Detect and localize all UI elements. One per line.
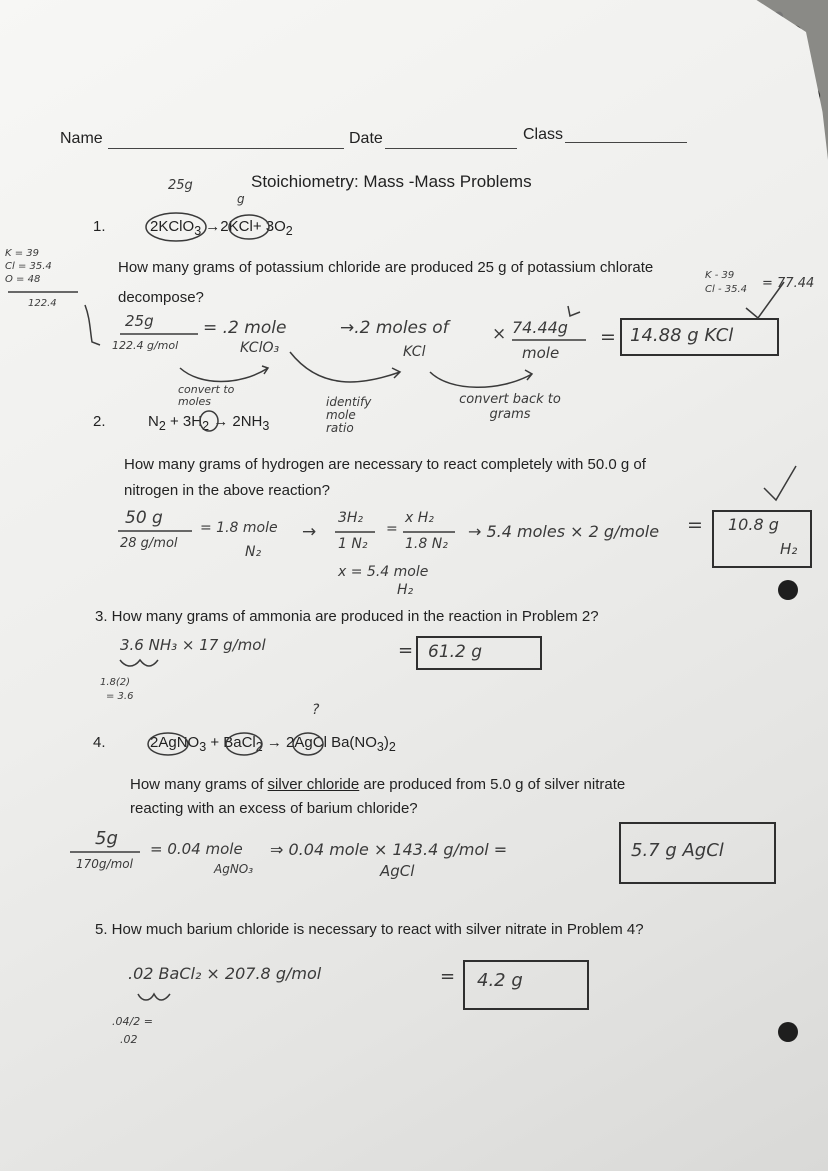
circle-kclo3 xyxy=(146,213,206,241)
date-label: Date xyxy=(349,130,383,147)
name-label: Name xyxy=(60,130,103,147)
p3-work: 3.6 NH₃ × 17 g/mol xyxy=(120,636,266,654)
arrow-identify xyxy=(290,352,400,382)
p1-note-cl: Cl - 35.4 xyxy=(705,284,747,295)
squiggle-p5 xyxy=(138,994,170,1000)
p4-work-agcl: AgCl xyxy=(380,862,415,880)
p5-side-calc2: .02 xyxy=(120,1033,138,1046)
p1-step-kclo3: KClO₃ xyxy=(240,340,280,356)
arrow-back xyxy=(430,370,532,387)
p1-step-25g: 25g xyxy=(125,312,154,330)
p2-question-line1: How many grams of hydrogen are necessary to react completely with 50.0 g of xyxy=(124,456,646,473)
p2-x-h2: H₂ xyxy=(397,582,414,598)
p1-step-result: = .2 mole xyxy=(203,318,287,338)
p2-answer-line1: 10.8 g xyxy=(728,515,779,534)
p5-work: .02 BaCl₂ × 207.8 g/mol xyxy=(128,964,322,983)
page-title: Stoichiometry: Mass -Mass Problems xyxy=(251,172,532,191)
p1-margin-o: O = 48 xyxy=(5,274,41,285)
p4-work-middle: ⇒ 0.04 mole × 143.4 g/mol = xyxy=(270,840,508,859)
p4-work-170: 170g/mol xyxy=(76,857,133,871)
p4-equation: 2AgNO$_3$ + BaCl$_2$ → 2AgCl $Ba(NO_3)_2$ xyxy=(150,734,396,754)
circle-agcl xyxy=(293,733,323,755)
p2-work-equals: = xyxy=(386,521,398,537)
p5-question: 5. How much barium chloride is necessary to react with silver nitrate in Problem 4? xyxy=(95,921,644,938)
p2-ratio-top: 3H₂ xyxy=(338,510,364,526)
class-label: Class xyxy=(523,126,564,143)
p1-margin-k: K = 39 xyxy=(5,248,40,259)
p2-x-top: x H₂ xyxy=(405,510,434,526)
p4-answer: 5.7 g AgCl xyxy=(631,840,724,861)
p2-work-50g: 50 g xyxy=(125,508,163,528)
p1-step-times: × xyxy=(492,324,507,344)
p4-work-result: = 0.04 mole xyxy=(150,840,243,858)
p1-step-mole: mole xyxy=(522,344,560,362)
underlined-silver-chloride: silver chloride xyxy=(267,776,360,793)
p4-work-5g: 5g xyxy=(95,828,118,849)
p5-side-calc1: .04/2 = xyxy=(112,1015,153,1028)
p1-annotation-back: convert back to grams xyxy=(459,392,561,422)
p1-margin-cl: Cl = 35.4 xyxy=(5,261,52,272)
p3-question: 3. How many grams of ammonia are produced in the reaction in Problem 2? xyxy=(95,608,599,625)
p4-work-agno3: AgNO₃ xyxy=(214,862,254,876)
p2-work-result-line: → 5.4 moles × 2 g/mole xyxy=(468,522,660,541)
margin-arrow xyxy=(85,305,100,345)
p2-ratio-bottom: 1 N₂ xyxy=(338,536,368,552)
circle-3h2 xyxy=(200,411,218,431)
p3-side-calc1: 1.8(2) xyxy=(100,677,131,688)
p3-equals: = xyxy=(398,640,414,661)
p5-equals: = xyxy=(440,966,456,987)
p4-number: 4. xyxy=(93,734,106,751)
p1-question-line2: decompose? xyxy=(118,289,204,306)
p1-answer: 14.88 g KCl xyxy=(630,325,734,346)
p2-work-n2: N₂ xyxy=(245,544,262,560)
p1-annotation-25g: 25g xyxy=(168,178,193,193)
p2-work-result: = 1.8 mole xyxy=(200,520,278,536)
p2-work-arrow: → xyxy=(302,522,317,542)
p4-question-line1: How many grams of silver chloride are produced from 5.0 g of silver nitrate xyxy=(130,776,626,793)
p1-margin-total: 122.4 xyxy=(28,298,57,309)
p1-equation: 2KClO$_3$ $\to 2KCl+ 3O_2$ xyxy=(150,218,293,238)
p2-x-bottom: 1.8 N₂ xyxy=(405,536,448,552)
circle-agno3 xyxy=(148,733,188,755)
arrow-convert xyxy=(180,366,268,382)
p1-note-sum: = 77.44 xyxy=(762,276,815,291)
p2-question-line2: nitrogen in the above reaction? xyxy=(124,482,330,499)
checkmark-p1 xyxy=(746,282,784,318)
p1-annotation-g: g xyxy=(237,192,245,206)
p1-number: 1. xyxy=(93,218,106,235)
p2-work-28: 28 g/mol xyxy=(120,536,178,551)
p4-question-mark: ? xyxy=(312,702,320,718)
p3-side-calc2: = 3.6 xyxy=(106,691,134,702)
p2-number: 2. xyxy=(93,413,106,430)
p1-step-74g: 74.44g xyxy=(512,318,568,337)
p5-answer: 4.2 g xyxy=(477,970,523,991)
p2-answer-line2: H₂ xyxy=(780,540,798,558)
p1-step-denominator: 122.4 g/mol xyxy=(112,339,179,352)
p1-note-k: K - 39 xyxy=(705,270,735,281)
p3-answer: 61.2 g xyxy=(428,642,483,662)
circle-kcl xyxy=(229,215,269,239)
p4-question-line2: reacting with an excess of barium chloride? xyxy=(130,800,418,817)
checkmark-p2 xyxy=(764,466,796,500)
p1-step-moles-of: →.2 moles of xyxy=(340,318,449,338)
p2-x-value: x = 5.4 mole xyxy=(338,564,429,580)
squiggle-p3 xyxy=(120,660,158,666)
p1-step-kcl: KCl xyxy=(403,344,426,360)
p1-annotation-convert: convert to moles xyxy=(178,383,235,408)
circle-bacl2 xyxy=(226,733,262,755)
p1-step-equals: = xyxy=(600,326,616,348)
p2-equation: $N_2 + 3H_2 \to 2NH_3$ xyxy=(148,413,270,433)
p1-annotation-identify: identify mole ratio xyxy=(326,395,372,435)
note-arrow xyxy=(568,306,580,316)
p1-question-line1: How many grams of potassium chloride are produced 25 g of potassium chlorate xyxy=(118,259,654,276)
p2-work-equals2: = xyxy=(687,514,703,536)
